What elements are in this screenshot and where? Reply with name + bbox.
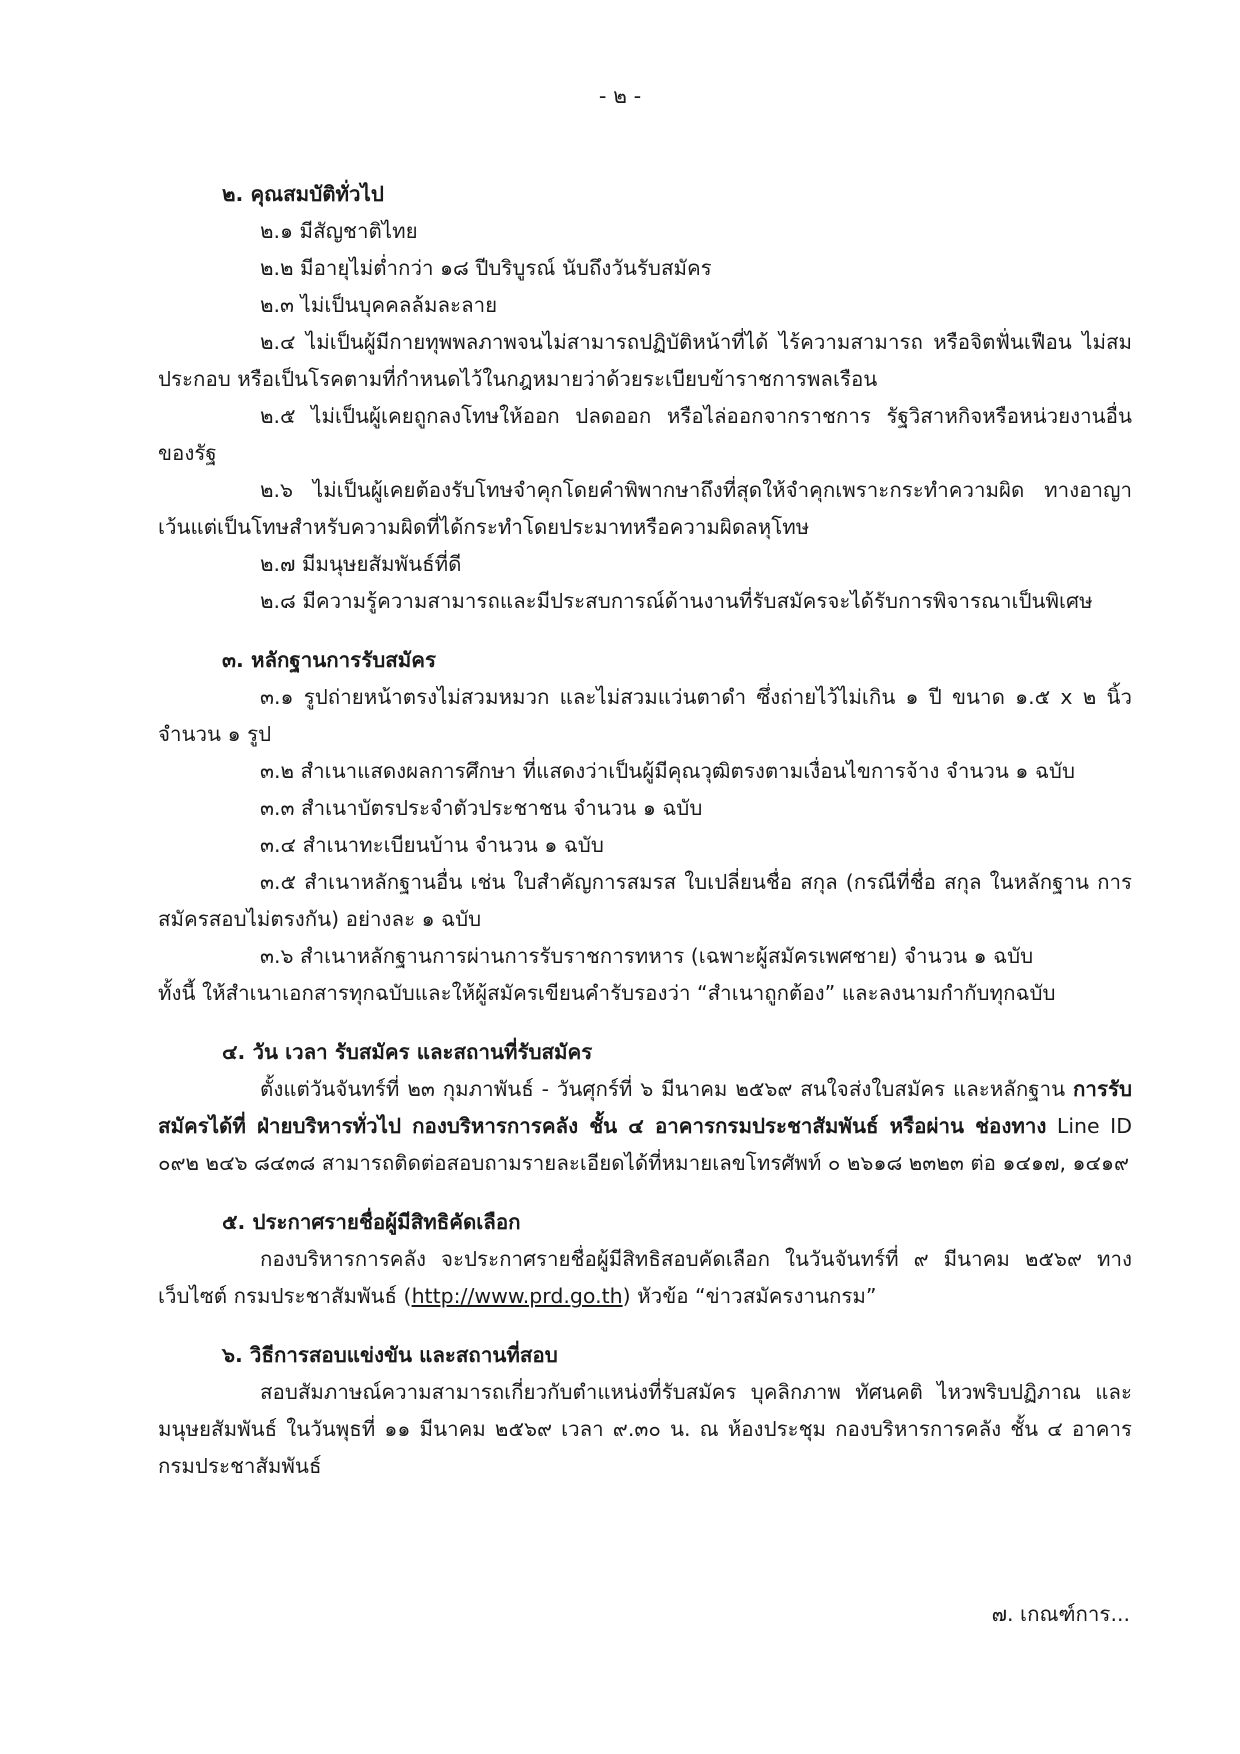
item-3-3: ๓.๓ สำเนาบัตรประจำตัวประชาชน จำนวน ๑ ฉบับ — [260, 796, 703, 820]
section-4-text-part1: ตั้งแต่วันจันทร์ที่ ๒๓ กุมภาพันธ์ - วันศุกร์ที่ ๖ มีนาคม ๒๕๖๙ สนใจส่งใบสมัคร และหลักฐาน — [260, 1077, 1066, 1101]
section-4-text-part3: Line ID ๐๙๒ ๒๔๖ ๘๔๓๘ สามารถติดต่อสอบถามรายละเอียดได้ที่หมายเลขโทรศัพท์ ๐ ๒๖๑๘ ๒๓๒๓ ต่อ ๑๔๑๗, ๑๔๑๙ — [158, 1114, 1132, 1175]
item-3-2: ๓.๒ สำเนาแสดงผลการศึกษา ที่แสดงว่าเป็นผู้มีคุณวุฒิตรงตามเงื่อนไขการจ้าง จำนวน ๑ ฉบับ — [260, 759, 1075, 783]
document-body — [158, 176, 1132, 1485]
next-page-reference: ๗. เกณฑ์การ... — [991, 1602, 1130, 1626]
section-4-heading: ๔. วัน เวลา รับสมัคร และสถานที่รับสมัคร — [222, 1040, 593, 1064]
item-2-4: ๒.๔ ไม่เป็นผู้มีกายทุพพลภาพจนไม่สามารถปฏิบัติหน้าที่ได้ ไร้ความสามารถ หรือจิตฟั่นเฟือน ไม่สมประกอบ หรือเป็นโรคตามที่กำหนดไว้ในกฎหมายว่าด้วยระเบียบข้าราชการพลเรือน — [158, 330, 1132, 391]
section-5-heading: ๕. ประกาศรายชื่อผู้มีสิทธิคัดเลือก — [222, 1210, 521, 1234]
item-3-5: ๓.๕ สำเนาหลักฐานอื่น เช่น ใบสำคัญการสมรส ใบเปลี่ยนชื่อ สกุล (กรณีที่ชื่อ สกุล ในหลักฐาน การสมัครสอบไม่ตรงกัน) อย่างละ ๑ ฉบับ — [158, 870, 1132, 931]
item-2-6: ๒.๖ ไม่เป็นผู้เคยต้องรับโทษจำคุกโดยคำพิพากษาถึงที่สุดให้จำคุกเพราะกระทำความผิด ทางอาญา เว้นแต่เป็นโทษสำหรับความผิดที่ได้กระทำโดยประมาทหรือความผิดลหุโทษ — [158, 478, 1132, 539]
section-3-heading: ๓. หลักฐานการรับสมัคร — [222, 648, 436, 672]
item-3-6: ๓.๖ สำเนาหลักฐานการผ่านการรับราชการทหาร (เฉพาะผู้สมัครเพศชาย) จำนวน ๑ ฉบับ — [260, 944, 1034, 968]
section-6-heading: ๖. วิธีการสอบแข่งขัน และสถานที่สอบ — [222, 1343, 558, 1367]
section-2-heading: ๒. คุณสมบัติทั่วไป — [222, 182, 384, 206]
section-4-text-bold: การรับสมัครได้ที่ ฝ่ายบริหารทั่วไป กองบริหารการคลัง ชั้น ๔ อาคารกรมประชาสัมพันธ์ หรือผ่าน ช่องทาง — [158, 1077, 1132, 1138]
section-6-paragraph: สอบสัมภาษณ์ความสามารถเกี่ยวกับตำแหน่งที่รับสมัคร บุคลิกภาพ ทัศนคติ ไหวพริบปฏิภาณ และมนุษยสัมพันธ์ ในวันพุธที่ ๑๑ มีนาคม ๒๕๖๙ เวลา ๙.๓๐ น. ณ ห้องประชุม กองบริหารการคลัง ชั้น ๔ อาคารกรมประชาสัมพันธ์ — [158, 1380, 1132, 1478]
section-5-text-part1: กองบริหารการคลัง จะประกาศรายชื่อผู้มีสิทธิสอบคัดเลือก ในวันจันทร์ที่ ๙ มีนาคม ๒๕๖๙ ทางเว็บไซต์ กรมประชาสัมพันธ์ ( — [158, 1247, 1132, 1308]
item-2-7: ๒.๗ มีมนุษยสัมพันธ์ที่ดี — [260, 552, 462, 576]
item-3-4: ๓.๔ สำเนาทะเบียนบ้าน จำนวน ๑ ฉบับ — [260, 833, 604, 857]
page-number: - ๒ - — [598, 84, 642, 108]
prd-website-link[interactable]: http://www.prd.go.th — [411, 1284, 623, 1308]
section-3-note: ทั้งนี้ ให้สำเนาเอกสารทุกฉบับและให้ผู้สมัครเขียนคำรับรองว่า “สำเนาถูกต้อง” และลงนามกำกับทุกฉบับ — [158, 981, 1056, 1005]
item-2-2: ๒.๒ มีอายุไม่ต่ำกว่า ๑๘ ปีบริบูรณ์ นับถึงวันรับสมัคร — [260, 256, 712, 280]
item-2-5: ๒.๕ ไม่เป็นผู้เคยถูกลงโทษให้ออก ปลดออก หรือไล่ออกจากราชการ รัฐวิสาหกิจหรือหน่วยงานอื่นของรัฐ — [158, 404, 1132, 465]
section-4-paragraph — [158, 1071, 1132, 1182]
item-3-1: ๓.๑ รูปถ่ายหน้าตรงไม่สวมหมวก และไม่สวมแว่นตาดำ ซึ่งถ่ายไว้ไม่เกิน ๑ ปี ขนาด ๑.๕ x ๒ นิ้ว จำนวน ๑ รูป — [158, 685, 1132, 746]
item-2-3: ๒.๓ ไม่เป็นบุคคลล้มละลาย — [260, 293, 498, 317]
item-2-1: ๒.๑ มีสัญชาติไทย — [260, 219, 418, 243]
section-5-text-part2: ) หัวข้อ “ข่าวสมัครงานกรม” — [622, 1284, 877, 1308]
section-5-paragraph — [158, 1241, 1132, 1315]
item-2-8: ๒.๘ มีความรู้ความสามารถและมีประสบการณ์ด้านงานที่รับสมัครจะได้รับการพิจารณาเป็นพิเศษ — [260, 589, 1093, 613]
